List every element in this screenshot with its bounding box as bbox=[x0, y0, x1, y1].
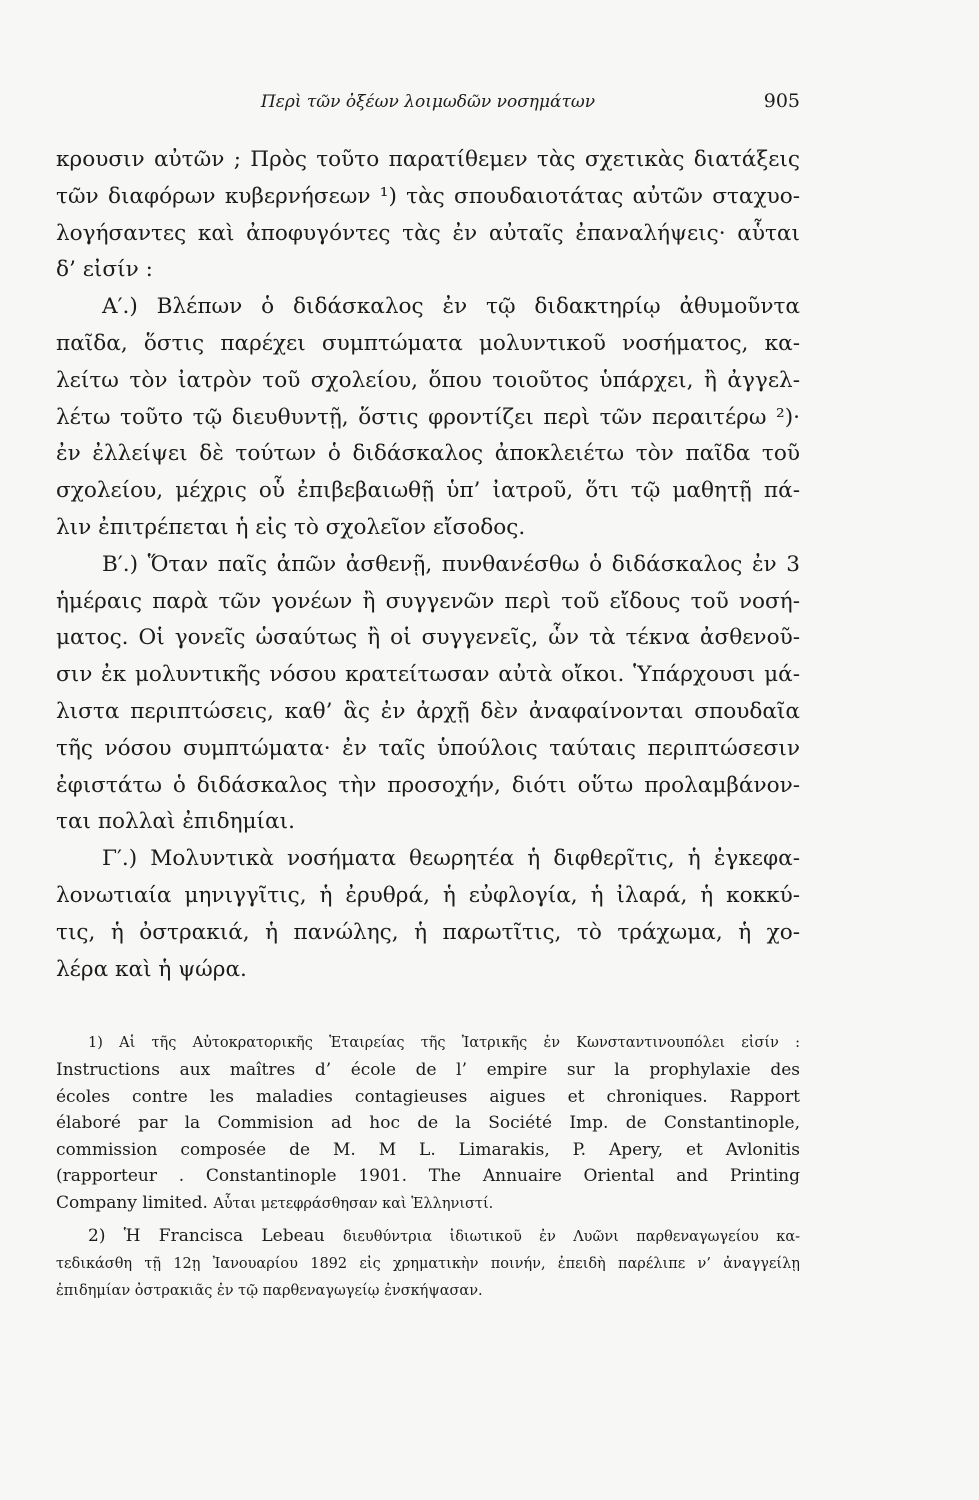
footnotes bbox=[56, 1030, 800, 1304]
text-line: λέτω τοῦτο τῷ διευθυντῇ, ὅστις φροντίζει περὶ τῶν περαιτέρω ²)· bbox=[56, 404, 800, 430]
text-line: λιν ἐπιτρέπεται ἡ εἰς τὸ σχολεῖον εἴσοδος. bbox=[56, 514, 526, 540]
footnote-1 bbox=[56, 1030, 800, 1217]
footnote-2 bbox=[56, 1223, 800, 1304]
footnote-line bbox=[56, 1223, 800, 1251]
text-line: ἐφιστάτω ὁ διδάσκαλος τὴν προσοχήν, διότι οὕτω προλαμβάνον- bbox=[56, 772, 800, 798]
footnote-line: ἐπιδημίαν ὀστρακιᾶς ἐν τῷ παρθεναγωγείῳ ἐνσκήψασαν. bbox=[56, 1282, 483, 1299]
footnote-greek-text: διευθύντρια ἰδιωτικοῦ ἐν Λυῶνι παρθεναγωγείου κα- bbox=[342, 1229, 801, 1246]
footnote-greek-text: Αὗται μετεφράσθησαν καὶ Ἑλληνιστί. bbox=[213, 1195, 494, 1212]
text-line: παῖδα, ὅστις παρέχει συμπτώματα μολυντικοῦ νοσήματος, κα- bbox=[56, 330, 800, 356]
section-b-heading-line: Β′.) Ὅταν παῖς ἀπῶν ἀσθενῇ, πυνθανέσθω ὁ διδάσκαλος ἐν 3 bbox=[102, 551, 800, 577]
text-line: λογήσαντες καὶ ἀποφυγόντες τὰς ἐν αὐταῖς ἐπαναλήψεις· αὗται bbox=[56, 220, 800, 246]
text-line: ἐν ἐλλείψει δὲ τούτων ὁ διδάσκαλος ἀποκλειέτω τὸν παῖδα τοῦ bbox=[56, 441, 800, 467]
text-line: σχολείου, μέχρις οὗ ἐπιβεβαιωθῇ ὑπ’ ἰατροῦ, ὅτι τῷ μαθητῇ πά- bbox=[56, 478, 800, 504]
footnote-latin-text: Francisca Lebeau bbox=[158, 1226, 325, 1247]
footnote-line: commission composée de M. M L. Limarakis, P. Apery, et Avlonitis bbox=[56, 1139, 800, 1160]
section-a-heading-line: Α′.) Βλέπων ὁ διδάσκαλος ἐν τῷ διδακτηρίῳ ἀθυμοῦντα bbox=[102, 294, 800, 320]
text-line: ται πολλαὶ ἐπιδημίαι. bbox=[56, 809, 295, 835]
footnote-line: 1) Αἱ τῆς Αὐτοκρατορικῆς Ἑταιρείας τῆς Ἰατρικῆς ἐν Κωνσταντινουπόλει εἰσίν : bbox=[88, 1035, 800, 1052]
page-number: 905 bbox=[763, 90, 800, 112]
text-line: τῶν διαφόρων κυβερνήσεων ¹) τὰς σπουδαιοτάτας αὐτῶν σταχυο- bbox=[56, 183, 800, 209]
footnote-line: écoles contre les maladies contagieuses aigues et chroniques. Rapport bbox=[56, 1086, 800, 1107]
text-line: κρουσιν αὐτῶν ; Πρὸς τοῦτο παρατίθεμεν τὰς σχετικὰς διατάξεις bbox=[56, 147, 800, 172]
running-title: Περὶ τῶν ὀξέων λοιμωδῶν νοσημάτων bbox=[260, 92, 596, 112]
text-line: σιν ἐκ μολυντικῆς νόσου κρατείτωσαν αὐτὰ οἴκοι. Ὑπάρχουσι μά- bbox=[56, 662, 800, 688]
footnote-line bbox=[56, 1190, 800, 1218]
body-text bbox=[56, 142, 800, 988]
footnote-line: τεδικάσθη τῇ 12ῃ Ἰανουαρίου 1892 εἰς χρηματικὴν ποινήν, ἐπειδὴ παρέλιπε ν’ ἀναγγείλῃ bbox=[56, 1256, 800, 1273]
section-c-heading-line: Γ′.) Μολυντικὰ νοσήματα θεωρητέα ἡ διφθερῖτις, ἡ ἐγκεφα- bbox=[102, 846, 800, 872]
footnote-line: élaboré par la Commision ad hoc de la Société Imp. de Constantinople, bbox=[56, 1113, 800, 1134]
page-header bbox=[56, 80, 800, 124]
footnote-line: (rapporteur . Constantinople 1901. The Annuaire Oriental and Printing bbox=[56, 1166, 800, 1187]
footnote-line: Instructions aux maîtres d’ école de l’ empire sur la prophylaxie des bbox=[56, 1059, 800, 1080]
text-line: λείτω τὸν ἰατρὸν τοῦ σχολείου, ὅπου τοιοῦτος ὑπάρχει, ἢ ἀγγελ- bbox=[56, 367, 800, 393]
footnote-marker: 2) Ἡ bbox=[88, 1226, 141, 1247]
text-line: ματος. Οἱ γονεῖς ὡσαύτως ἢ οἱ συγγενεῖς, ὧν τὰ τέκνα ἀσθενοῦ- bbox=[56, 625, 800, 651]
text-line: λιστα περιπτώσεις, καθ’ ἃς ἐν ἀρχῇ δὲν ἀναφαίνονται σπουδαῖα bbox=[56, 698, 800, 724]
footnote-latin-text: Company limited. bbox=[56, 1192, 208, 1213]
text-line: ἡμέραις παρὰ τῶν γονέων ἢ συγγενῶν περὶ τοῦ εἴδους τοῦ νοσή- bbox=[56, 588, 800, 614]
text-line: τις, ἡ ὀστρακιά, ἡ πανώλης, ἡ παρωτῖτις, τὸ τράχωμα, ἡ χο- bbox=[56, 919, 800, 945]
text-line: λέρα καὶ ἡ ψώρα. bbox=[56, 956, 247, 982]
text-line: τῆς νόσου συμπτώματα· ἐν ταῖς ὑπούλοις ταύταις περιπτώσεσιν bbox=[56, 735, 800, 761]
text-line: δ’ εἰσίν : bbox=[56, 257, 153, 283]
text-line: λονωτιαία μηνιγγῖτις, ἡ ἐρυθρά, ἡ εὐφλογία, ἡ ἰλαρά, ἡ κοκκύ- bbox=[56, 882, 800, 908]
document-page bbox=[56, 80, 800, 1310]
